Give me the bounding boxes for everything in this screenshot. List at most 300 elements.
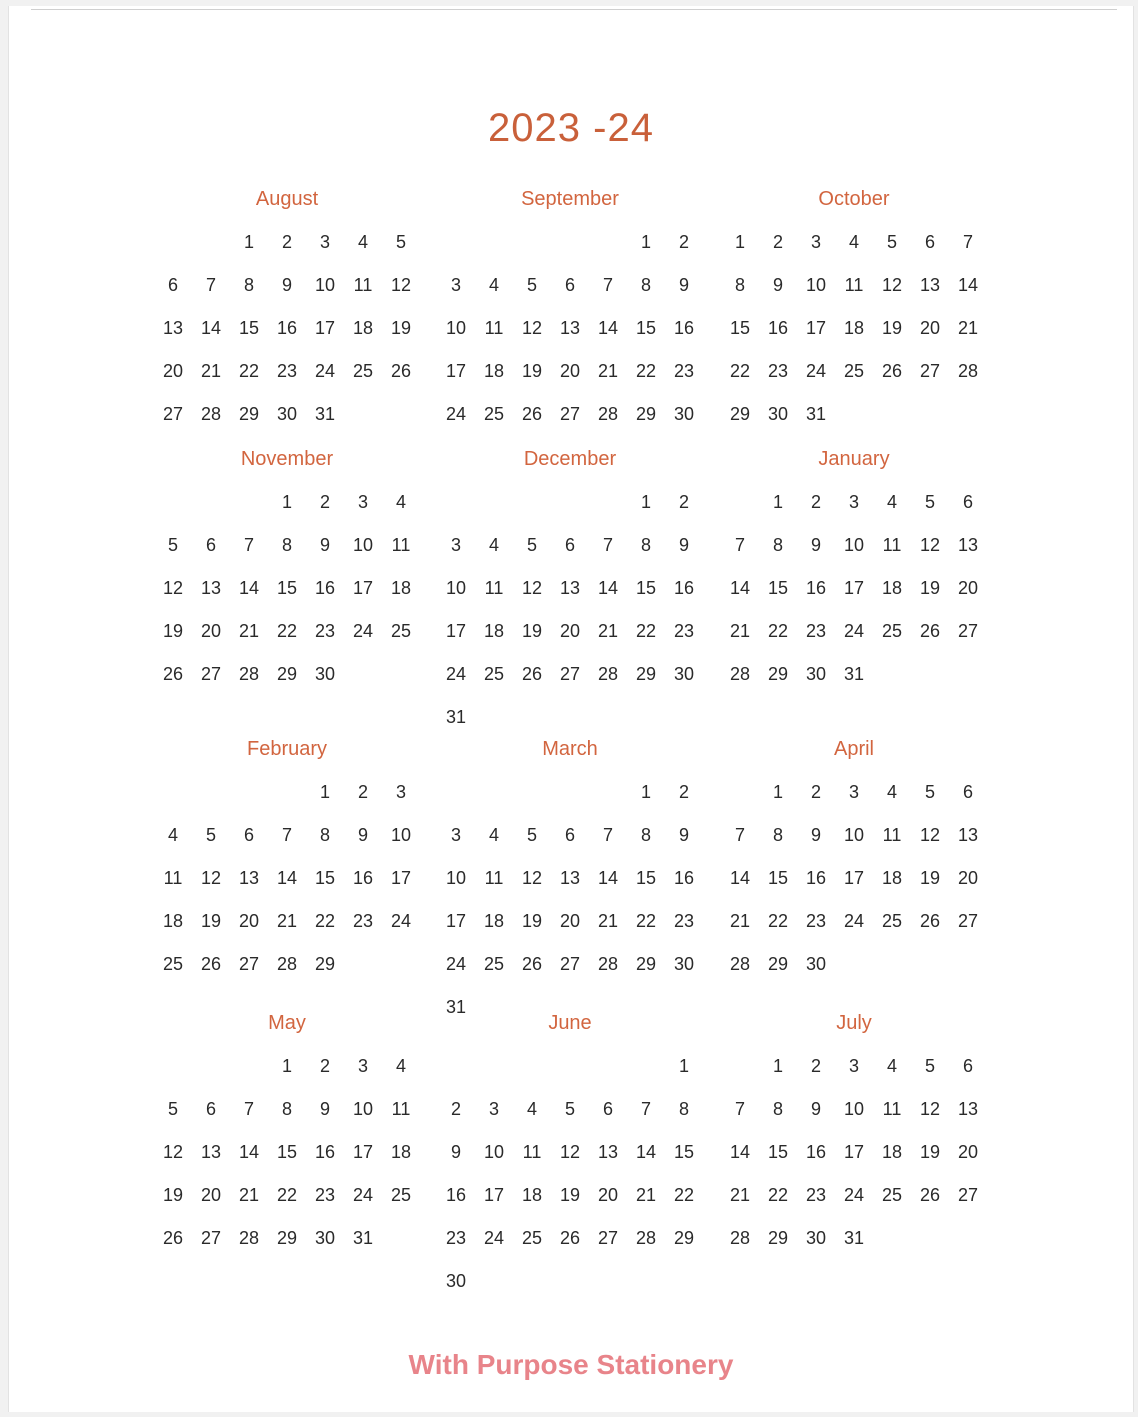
day-cell: 9: [810, 1099, 821, 1119]
day-cell: 7: [243, 535, 254, 555]
day-cell: 5: [526, 825, 537, 845]
day-cell: 17: [352, 578, 374, 598]
day-cell: 1: [640, 232, 651, 252]
day-cell: 30: [314, 664, 336, 684]
day-cell: 12: [919, 535, 941, 555]
day-cell: 28: [238, 1228, 260, 1248]
day-blank: [513, 782, 551, 825]
day-cell: 23: [445, 1228, 467, 1248]
day-cell: 12: [881, 275, 903, 295]
day-cell: 29: [673, 1228, 695, 1248]
day-cell: 8: [281, 1099, 292, 1119]
day-cell: 1: [640, 492, 651, 512]
day-cell: 25: [881, 1185, 903, 1205]
day-cell: 17: [843, 578, 865, 598]
day-cell: 4: [395, 492, 406, 512]
month-march: [437, 734, 703, 1040]
day-cell: 2: [319, 492, 330, 512]
day-cell: 10: [445, 318, 467, 338]
day-cell: 5: [526, 275, 537, 295]
day-cell: 3: [848, 492, 859, 512]
day-cell: 2: [281, 232, 292, 252]
day-cell: 12: [200, 868, 222, 888]
day-cell: 1: [772, 492, 783, 512]
day-cell: 14: [597, 868, 619, 888]
day-cell: 26: [200, 954, 222, 974]
day-cell: 20: [559, 361, 581, 381]
day-blank: [192, 782, 230, 825]
day-cell: 9: [678, 535, 689, 555]
month-october: [721, 184, 987, 447]
day-cell: 18: [352, 318, 374, 338]
day-cell: 17: [352, 1142, 374, 1162]
day-cell: 25: [881, 911, 903, 931]
day-cell: 22: [276, 1185, 298, 1205]
day-cell: 17: [805, 318, 827, 338]
day-cell: 11: [484, 578, 504, 598]
day-cell: 29: [276, 1228, 298, 1248]
day-cell: 4: [886, 782, 897, 802]
day-cell: 28: [238, 664, 260, 684]
day-cell: 20: [957, 1142, 979, 1162]
day-cell: 3: [357, 1056, 368, 1076]
day-cell: 1: [772, 1056, 783, 1076]
day-blank: [475, 782, 513, 825]
day-cell: 28: [729, 664, 751, 684]
day-cell: 11: [484, 868, 504, 888]
day-cell: 16: [673, 318, 695, 338]
day-cell: 26: [390, 361, 412, 381]
day-blank: [513, 1056, 551, 1099]
day-cell: 27: [919, 361, 941, 381]
day-cell: 27: [559, 664, 581, 684]
day-cell: 17: [483, 1185, 505, 1205]
day-cell: 13: [559, 578, 581, 598]
day-cell: 18: [483, 621, 505, 641]
day-cell: 19: [919, 578, 941, 598]
day-cell: 16: [805, 578, 827, 598]
day-cell: 15: [673, 1142, 695, 1162]
day-cell: 30: [673, 954, 695, 974]
day-cell: 23: [673, 361, 695, 381]
day-cell: 11: [844, 275, 864, 295]
day-blank: [154, 1056, 192, 1099]
day-cell: 14: [238, 1142, 260, 1162]
day-cell: 20: [559, 911, 581, 931]
day-cell: 6: [602, 1099, 613, 1119]
day-cell: 30: [314, 1228, 336, 1248]
day-cell: 21: [635, 1185, 657, 1205]
day-cell: 10: [843, 1099, 865, 1119]
day-cell: 12: [919, 825, 941, 845]
day-cell: 27: [200, 1228, 222, 1248]
day-cell: 5: [167, 1099, 178, 1119]
day-blank: [475, 492, 513, 535]
day-cell: 18: [483, 361, 505, 381]
day-cell: 5: [205, 825, 216, 845]
day-blank: [513, 492, 551, 535]
day-cell: 22: [276, 621, 298, 641]
day-cell: 6: [167, 275, 178, 295]
day-cell: 8: [640, 275, 651, 295]
day-cell: 10: [483, 1142, 505, 1162]
month-day-grid: [721, 232, 987, 447]
day-blank: [551, 492, 589, 535]
day-cell: 24: [445, 664, 467, 684]
day-cell: 24: [843, 621, 865, 641]
day-cell: 30: [767, 404, 789, 424]
day-cell: 19: [559, 1185, 581, 1205]
day-cell: 13: [200, 1142, 222, 1162]
day-cell: 16: [352, 868, 374, 888]
day-cell: 1: [319, 782, 330, 802]
day-cell: 18: [390, 578, 412, 598]
day-cell: 21: [238, 621, 260, 641]
day-cell: 10: [390, 825, 412, 845]
day-cell: 22: [767, 911, 789, 931]
day-cell: 13: [957, 825, 979, 845]
day-cell: 24: [805, 361, 827, 381]
day-cell: 29: [238, 404, 260, 424]
day-cell: 19: [521, 361, 543, 381]
day-cell: 6: [205, 1099, 216, 1119]
day-cell: 25: [881, 621, 903, 641]
day-cell: 17: [314, 318, 336, 338]
day-cell: 25: [352, 361, 374, 381]
day-cell: 20: [238, 911, 260, 931]
day-cell: 26: [919, 621, 941, 641]
day-cell: 4: [886, 492, 897, 512]
day-cell: 15: [635, 318, 657, 338]
day-cell: 14: [276, 868, 298, 888]
day-cell: 2: [450, 1099, 461, 1119]
day-cell: 26: [521, 664, 543, 684]
day-blank: [154, 782, 192, 825]
day-cell: 27: [957, 1185, 979, 1205]
day-cell: 11: [882, 825, 902, 845]
day-blank: [475, 1056, 513, 1099]
day-cell: 21: [238, 1185, 260, 1205]
month-day-grid: [437, 782, 703, 1040]
day-cell: 17: [445, 361, 467, 381]
day-cell: 21: [957, 318, 979, 338]
day-cell: 7: [734, 825, 745, 845]
day-cell: 29: [276, 664, 298, 684]
day-blank: [192, 1056, 230, 1099]
day-cell: 2: [678, 232, 689, 252]
day-cell: 3: [450, 275, 461, 295]
day-blank: [230, 1056, 268, 1099]
day-blank: [268, 782, 306, 825]
day-cell: 11: [882, 535, 902, 555]
day-cell: 23: [276, 361, 298, 381]
day-blank: [437, 782, 475, 825]
month-may: [154, 1008, 420, 1271]
day-blank: [721, 1056, 759, 1099]
day-cell: 23: [805, 911, 827, 931]
day-cell: 21: [597, 361, 619, 381]
day-cell: 16: [314, 1142, 336, 1162]
day-cell: 25: [483, 954, 505, 974]
day-cell: 30: [805, 954, 827, 974]
day-cell: 30: [276, 404, 298, 424]
month-name: December: [523, 448, 617, 470]
calendar-sheet: [8, 6, 1134, 1412]
month-name: July: [836, 1012, 872, 1034]
day-cell: 14: [597, 318, 619, 338]
day-cell: 5: [924, 782, 935, 802]
day-cell: 13: [957, 1099, 979, 1119]
day-cell: 2: [772, 232, 783, 252]
day-blank: [154, 232, 192, 275]
day-cell: 18: [881, 578, 903, 598]
day-cell: 3: [450, 535, 461, 555]
day-cell: 31: [805, 404, 827, 424]
day-cell: 7: [281, 825, 292, 845]
month-name: May: [268, 1012, 306, 1034]
day-cell: 30: [805, 664, 827, 684]
day-cell: 26: [919, 911, 941, 931]
month-january: [721, 444, 987, 707]
day-cell: 23: [314, 1185, 336, 1205]
day-cell: 14: [635, 1142, 657, 1162]
month-june: [437, 1008, 703, 1314]
month-day-grid: [721, 1056, 987, 1271]
day-cell: 6: [243, 825, 254, 845]
day-cell: 9: [678, 825, 689, 845]
day-cell: 24: [445, 404, 467, 424]
day-cell: 22: [729, 361, 751, 381]
day-cell: 31: [445, 997, 467, 1017]
month-day-grid: [154, 1056, 420, 1271]
day-cell: 1: [243, 232, 254, 252]
day-cell: 11: [391, 535, 411, 555]
day-cell: 12: [919, 1099, 941, 1119]
day-cell: 7: [602, 535, 613, 555]
day-cell: 19: [162, 621, 184, 641]
day-cell: 22: [767, 1185, 789, 1205]
day-blank: [437, 1056, 475, 1099]
day-cell: 20: [200, 621, 222, 641]
day-cell: 10: [843, 535, 865, 555]
day-cell: 21: [729, 911, 751, 931]
day-cell: 4: [488, 535, 499, 555]
month-july: [721, 1008, 987, 1271]
day-cell: 17: [445, 621, 467, 641]
day-cell: 4: [488, 275, 499, 295]
day-cell: 19: [390, 318, 412, 338]
day-cell: 3: [488, 1099, 499, 1119]
day-cell: 16: [673, 578, 695, 598]
day-cell: 16: [445, 1185, 467, 1205]
day-cell: 10: [352, 535, 374, 555]
day-cell: 8: [319, 825, 330, 845]
day-cell: 21: [276, 911, 298, 931]
day-cell: 16: [767, 318, 789, 338]
day-cell: 14: [729, 1142, 751, 1162]
month-april: [721, 734, 987, 997]
day-blank: [627, 1056, 665, 1099]
day-cell: 27: [957, 621, 979, 641]
month-name: April: [833, 738, 874, 760]
day-cell: 17: [843, 868, 865, 888]
day-cell: 7: [602, 825, 613, 845]
day-cell: 10: [314, 275, 336, 295]
day-cell: 3: [357, 492, 368, 512]
month-november: [154, 444, 420, 707]
day-cell: 11: [882, 1099, 902, 1119]
day-cell: 6: [962, 492, 973, 512]
day-cell: 18: [881, 868, 903, 888]
day-cell: 29: [767, 1228, 789, 1248]
month-name: August: [255, 188, 319, 210]
day-blank: [721, 492, 759, 535]
day-blank: [192, 492, 230, 535]
day-cell: 28: [597, 404, 619, 424]
month-december: [437, 444, 703, 750]
day-cell: 13: [597, 1142, 619, 1162]
day-cell: 22: [635, 361, 657, 381]
day-cell: 24: [483, 1228, 505, 1248]
day-cell: 9: [810, 535, 821, 555]
day-cell: 13: [559, 868, 581, 888]
day-blank: [437, 492, 475, 535]
day-cell: 22: [635, 621, 657, 641]
day-cell: 26: [881, 361, 903, 381]
day-cell: 8: [772, 1099, 783, 1119]
day-cell: 1: [640, 782, 651, 802]
day-cell: 11: [391, 1099, 411, 1119]
month-name: January: [818, 448, 890, 470]
day-cell: 25: [521, 1228, 543, 1248]
day-cell: 18: [390, 1142, 412, 1162]
day-cell: 1: [772, 782, 783, 802]
day-cell: 18: [881, 1142, 903, 1162]
day-cell: 15: [238, 318, 260, 338]
day-cell: 21: [597, 911, 619, 931]
day-cell: 19: [521, 911, 543, 931]
day-cell: 29: [767, 954, 789, 974]
day-blank: [551, 1056, 589, 1099]
day-cell: 11: [522, 1142, 542, 1162]
day-cell: 7: [243, 1099, 254, 1119]
day-blank: [589, 232, 627, 275]
day-cell: 15: [767, 578, 789, 598]
day-cell: 28: [200, 404, 222, 424]
day-cell: 8: [772, 825, 783, 845]
day-cell: 2: [810, 782, 821, 802]
day-cell: 3: [848, 782, 859, 802]
day-cell: 12: [521, 868, 543, 888]
day-cell: 24: [843, 911, 865, 931]
day-cell: 5: [395, 232, 406, 252]
month-day-grid: [721, 492, 987, 707]
day-cell: 6: [564, 825, 575, 845]
day-cell: 26: [162, 1228, 184, 1248]
day-cell: 16: [805, 868, 827, 888]
day-cell: 23: [767, 361, 789, 381]
day-blank: [589, 782, 627, 825]
day-blank: [513, 232, 551, 275]
day-cell: 4: [488, 825, 499, 845]
day-cell: 27: [957, 911, 979, 931]
day-cell: 5: [924, 1056, 935, 1076]
day-cell: 8: [734, 275, 745, 295]
day-cell: 15: [635, 578, 657, 598]
day-cell: 31: [445, 707, 467, 727]
day-cell: 25: [390, 1185, 412, 1205]
day-cell: 19: [521, 621, 543, 641]
day-cell: 8: [772, 535, 783, 555]
day-blank: [475, 232, 513, 275]
day-cell: 13: [957, 535, 979, 555]
day-cell: 17: [843, 1142, 865, 1162]
day-cell: 30: [445, 1271, 467, 1291]
day-cell: 6: [564, 535, 575, 555]
day-cell: 18: [843, 318, 865, 338]
month-day-grid: [721, 782, 987, 997]
day-cell: 14: [238, 578, 260, 598]
month-name: October: [818, 188, 890, 210]
day-cell: 25: [843, 361, 865, 381]
day-cell: 19: [919, 1142, 941, 1162]
day-cell: 28: [276, 954, 298, 974]
month-day-grid: [437, 232, 703, 447]
day-cell: 14: [729, 868, 751, 888]
day-cell: 21: [200, 361, 222, 381]
day-cell: 9: [319, 1099, 330, 1119]
day-cell: 13: [238, 868, 260, 888]
day-cell: 10: [843, 825, 865, 845]
day-cell: 21: [597, 621, 619, 641]
day-cell: 26: [919, 1185, 941, 1205]
day-cell: 28: [635, 1228, 657, 1248]
day-cell: 14: [729, 578, 751, 598]
day-cell: 26: [521, 404, 543, 424]
month-february: [154, 734, 420, 997]
day-cell: 11: [353, 275, 373, 295]
day-cell: 30: [673, 404, 695, 424]
day-cell: 17: [390, 868, 412, 888]
day-cell: 27: [200, 664, 222, 684]
day-cell: 4: [848, 232, 859, 252]
top-border-line: [31, 9, 1117, 10]
day-cell: 15: [729, 318, 751, 338]
day-cell: 15: [767, 868, 789, 888]
day-cell: 20: [957, 578, 979, 598]
day-cell: 15: [276, 1142, 298, 1162]
day-cell: 15: [276, 578, 298, 598]
day-cell: 15: [635, 868, 657, 888]
month-september: [437, 184, 703, 447]
day-cell: 24: [445, 954, 467, 974]
day-cell: 7: [734, 1099, 745, 1119]
day-cell: 10: [805, 275, 827, 295]
day-cell: 6: [962, 782, 973, 802]
month-day-grid: [437, 492, 703, 750]
day-cell: 2: [810, 1056, 821, 1076]
day-cell: 19: [881, 318, 903, 338]
day-cell: 25: [162, 954, 184, 974]
day-blank: [230, 782, 268, 825]
day-cell: 3: [848, 1056, 859, 1076]
month-name: June: [548, 1012, 592, 1034]
month-name: February: [246, 738, 328, 760]
day-cell: 13: [200, 578, 222, 598]
day-cell: 5: [924, 492, 935, 512]
day-cell: 27: [597, 1228, 619, 1248]
day-cell: 31: [843, 1228, 865, 1248]
